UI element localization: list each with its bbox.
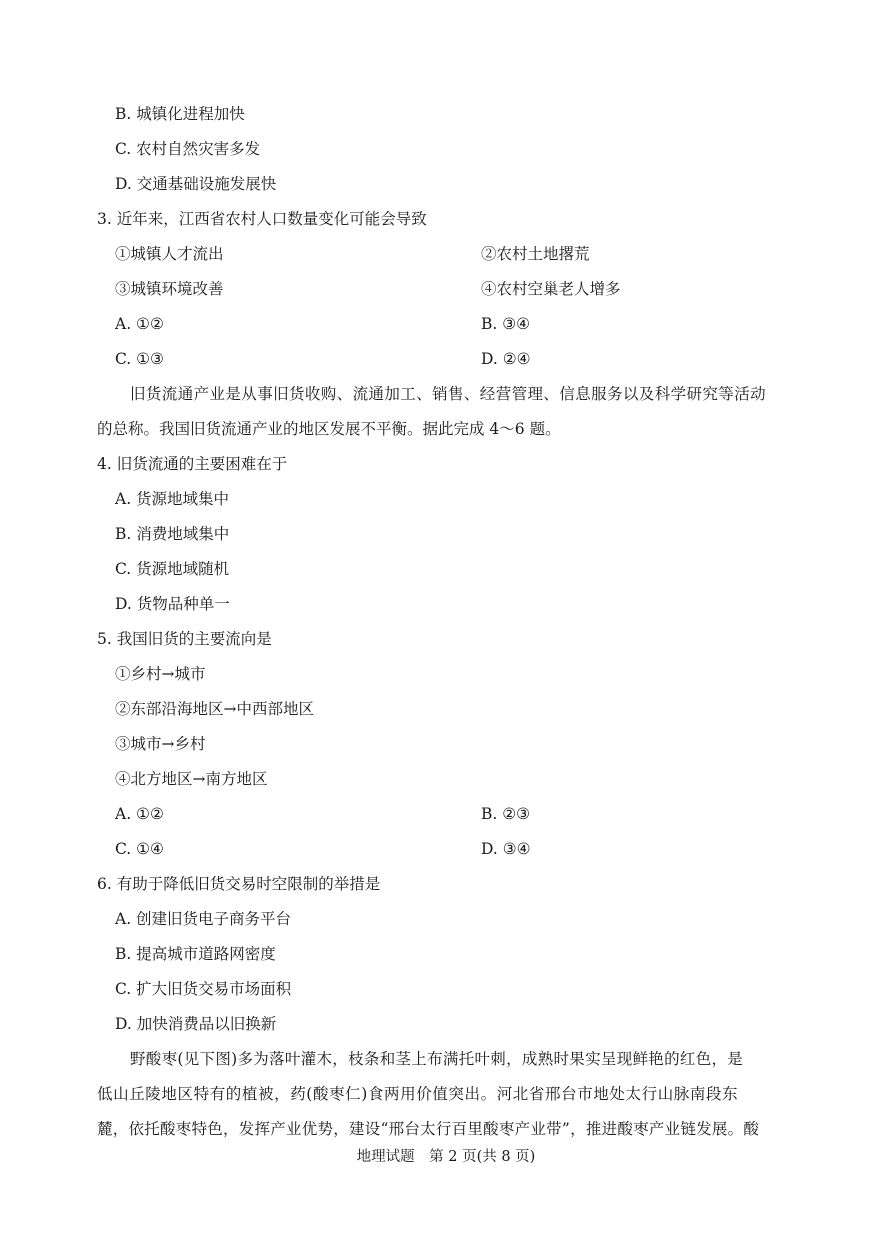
passage2-line-2: 低山丘陵地区特有的植被，药(酸枣仁)食两用价值突出。河北省邢台市地处太行山脉南段东 bbox=[97, 1085, 739, 1103]
passage1-line-1: 旧货流通产业是从事旧货收购、流通加工、销售、经营管理、信息服务以及科学研究等活动 bbox=[130, 385, 767, 403]
q5-option-d: D. ③④ bbox=[481, 840, 531, 858]
q5-statement-4: ④北方地区→南方地区 bbox=[115, 770, 268, 788]
q5-option-a: A. ①② bbox=[115, 805, 164, 823]
q5-option-c: C. ①④ bbox=[115, 840, 164, 858]
q3-option-c: C. ①③ bbox=[115, 350, 164, 368]
q2-option-c: C. 农村自然灾害多发 bbox=[115, 140, 261, 158]
page-footer: 地理试题 第 2 页(共 8 页) bbox=[356, 1149, 536, 1165]
q4-stem: 4. 旧货流通的主要困难在于 bbox=[97, 455, 288, 473]
q5-option-b: B. ②③ bbox=[481, 805, 531, 823]
q3-option-a: A. ①② bbox=[115, 315, 164, 333]
q3-statement-1: ①城镇人才流出 bbox=[115, 245, 224, 263]
q3-statement-3: ③城镇环境改善 bbox=[115, 280, 224, 298]
q3-option-b: B. ③④ bbox=[481, 315, 531, 333]
q2-option-b: B. 城镇化进程加快 bbox=[115, 105, 245, 123]
q6-option-d: D. 加快消费品以旧换新 bbox=[115, 1015, 277, 1033]
passage2-line-3: 麓，依托酸枣特色，发挥产业优势，建设“邢台太行百里酸枣产业带”，推进酸枣产业链发展。酸 bbox=[97, 1120, 760, 1138]
q5-stem: 5. 我国旧货的主要流向是 bbox=[97, 630, 272, 648]
q3-statement-4: ④农村空巢老人增多 bbox=[481, 280, 621, 298]
q5-statement-3: ③城市→乡村 bbox=[115, 735, 206, 753]
passage2-line-1: 野酸枣(见下图)多为落叶灌木，枝条和茎上布满托叶刺，成熟时果实呈现鲜艳的红色，是 bbox=[130, 1050, 744, 1068]
q4-option-a: A. 货源地域集中 bbox=[115, 490, 230, 508]
q6-option-b: B. 提高城市道路网密度 bbox=[115, 945, 276, 963]
q4-option-b: B. 消费地域集中 bbox=[115, 525, 230, 543]
q2-option-d: D. 交通基础设施发展快 bbox=[115, 175, 277, 193]
q6-stem: 6. 有助于降低旧货交易时空限制的举措是 bbox=[97, 875, 381, 893]
passage1-line-2: 的总称。我国旧货流通产业的地区发展不平衡。据此完成 4～6 题。 bbox=[97, 420, 561, 438]
q4-option-c: C. 货源地域随机 bbox=[115, 560, 230, 578]
q3-option-d: D. ②④ bbox=[481, 350, 531, 368]
q5-statement-2: ②东部沿海地区→中西部地区 bbox=[115, 700, 314, 718]
q3-stem: 3. 近年来，江西省农村人口数量变化可能会导致 bbox=[97, 210, 427, 228]
q5-statement-1: ①乡村→城市 bbox=[115, 665, 206, 683]
q6-option-c: C. 扩大旧货交易市场面积 bbox=[115, 980, 292, 998]
q3-statement-2: ②农村土地撂荒 bbox=[481, 245, 590, 263]
q4-option-d: D. 货物品种单一 bbox=[115, 595, 230, 613]
q6-option-a: A. 创建旧货电子商务平台 bbox=[115, 910, 292, 928]
